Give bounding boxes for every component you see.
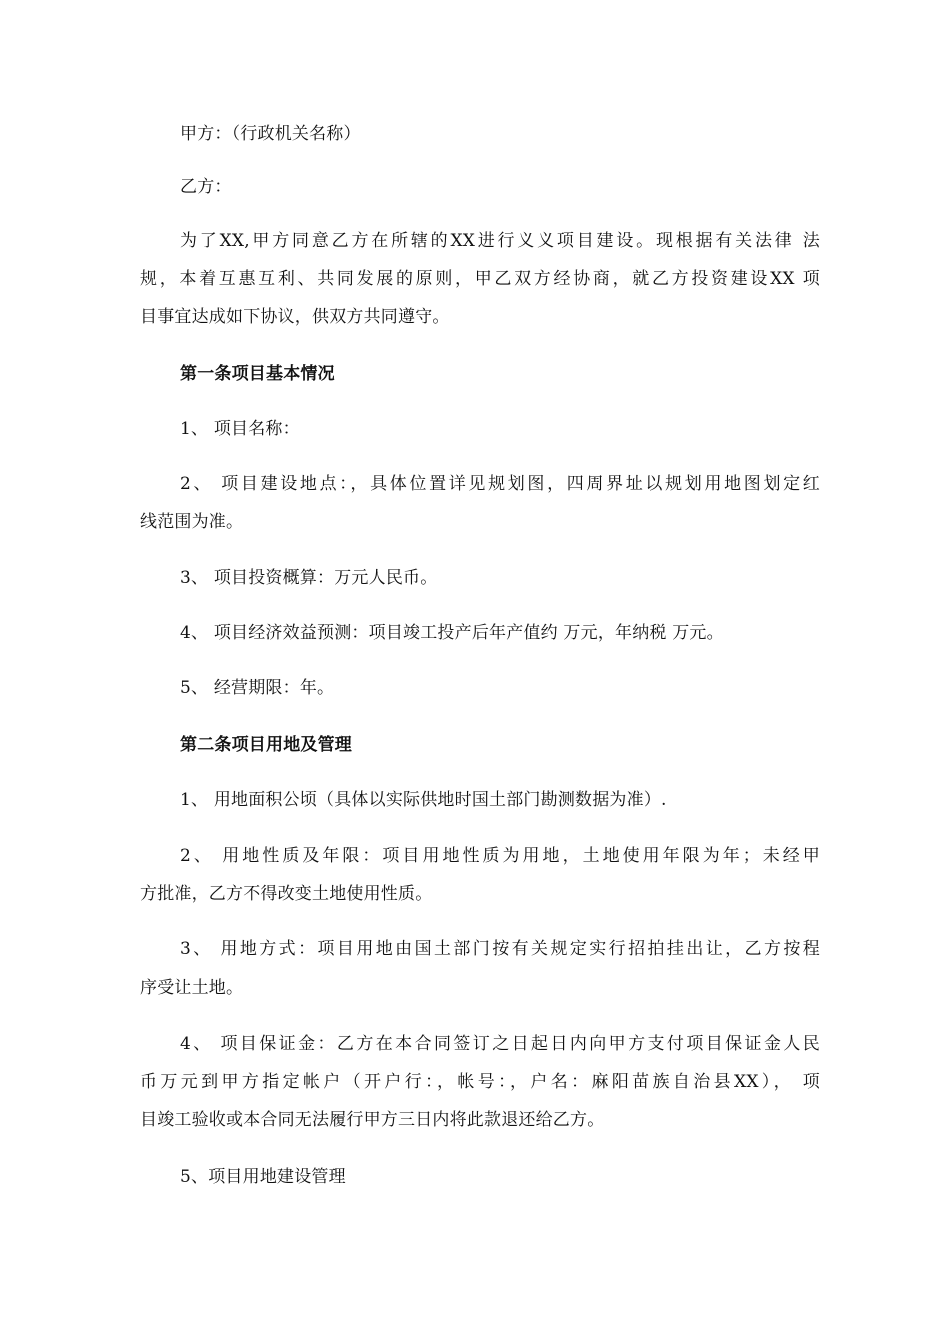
party-b-line: 乙方： [180,177,232,197]
article1-heading: 第一条项目基本情况 [180,364,335,384]
article2-item1: 1、 用地面积公顷（具体以实际供地时国土部门勘测数据为准）. [180,790,667,810]
article2-heading: 第二条项目用地及管理 [180,735,352,755]
article1-item1: 1、 项目名称： [180,419,300,439]
article1-item2-line1: 2、 项目建设地点：，具体位置详见规划图，四周界址以规划用地图划定红 [180,474,820,494]
article1-item4: 4、 项目经济效益预测：项目竣工投产后年产值约 万元，年纳税 万元。 [180,623,724,643]
article2-item4-line1: 4、 项目保证金：乙方在本合同签订之日起日内向甲方支付项目保证金人民 [180,1034,820,1054]
intro-line-2: 规，本着互惠互利、共同发展的原则，甲乙双方经协商，就乙方投资建设XX 项 [140,269,820,289]
article2-item4-line3: 目竣工验收或本合同无法履行甲方三日内将此款退还给乙方。 [140,1110,605,1130]
article2-item4-line2: 币万元到甲方指定帐户（开户行：，帐号：，户名：麻阳苗族自治县XX）， 项 [140,1072,820,1092]
article2-item3-line2: 序受让土地。 [140,978,244,998]
article1-item5: 5、 经营期限：年。 [180,678,335,698]
article2-item5: 5、项目用地建设管理 [180,1167,346,1187]
article2-item2-line1: 2、 用地性质及年限：项目用地性质为用地，土地使用年限为年；未经甲 [180,846,820,866]
article1-item2-line2: 线范围为准。 [140,512,244,532]
article2-item2-line2: 方批准，乙方不得改变土地使用性质。 [140,884,433,904]
party-a-line: 甲方：（行政机关名称） [180,124,361,144]
intro-line-1: 为了XX,甲方同意乙方在所辖的XX进行义义项目建设。现根据有关法律 法 [180,231,820,251]
article2-item3-line1: 3、 用地方式：项目用地由国土部门按有关规定实行招拍挂出让，乙方按程 [180,939,820,959]
article1-item3: 3、 项目投资概算：万元人民币。 [180,568,438,588]
intro-line-3: 目事宜达成如下协议，供双方共同遵守。 [140,307,450,327]
